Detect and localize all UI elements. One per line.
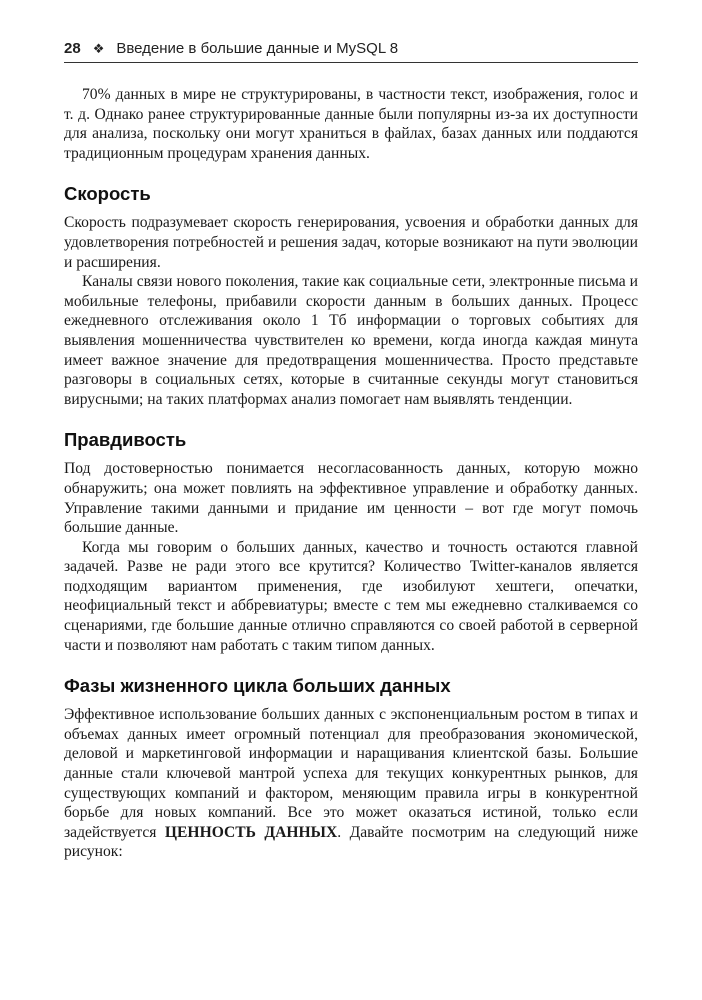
ornament-icon: ❖ [92,41,105,56]
intro-paragraph: 70% данных в мире не структурированы, в частности текст, изображения, голос и т. д. Однако ранее структурированные данные были популярны из-за их доступности для анализа, поскольку они могут храниться в файлах, базах данных или поддаются традиционным процедурам хранения данных. [64,86,638,162]
lifecycle-text-before: Эффективное использование больших данных с экспоненциальным ростом в типах и объемах данных имеет огромный потенциал для преобразования экономической, деловой и маркетинговой информации и наращивания клиентской базы. Большие данные стали ключевой мантрой успеха для текущих конкурентных рынков, для существующих компаний и фактором, меняющим правила игры в конкурентной борьбе для новых компаний. Все это может оказаться истиной, только если задействуется [64,706,638,841]
lifecycle-heading: Фазы жизненного цикла больших данных [64,675,451,697]
running-header [64,40,638,63]
velocity-paragraph-2: Каналы связи нового поколения, такие как социальные сети, электронные письма и мобильные телефоны, прибавили скорости данным в больших данных. Процесс ежедневного отслеживания около 1 Тб информации о торговых событиях для выявления мошенничества чувствителен ко времени, когда иногда каждая минута имеет важное значение для предотвращения мошенничества. Просто представьте разговоры в социальных сетях, которые в считанные секунды могут становиться вирусными; на таких платформах анализ помогает нам выявлять тенденции. [64,273,638,408]
lifecycle-paragraph [64,705,638,862]
lifecycle-text-after: . Давайте посмотрим на следующий ниже рисунок: [64,823,638,861]
page-number: 28 [64,40,81,57]
velocity-paragraph-1: Скорость подразумевает скорость генерирования, усвоения и обработки данных для удовлетворения потребностей и решения задач, которые возникают на пути эволюции и расширения. [64,214,638,271]
data-value-emphasis: ЦЕННОСТЬ ДАННЫХ [164,823,338,841]
book-page [64,40,638,862]
veracity-paragraph-2: Когда мы говорим о больших данных, качество и точность остаются главной задачей. Разве не ради этого все крутится? Количество Twitter-каналов является подходящим вариантом применения, где изобилуют хештеги, опечатки, неофициальный текст и аббревиатуры; вместе с тем мы ежедневно сталкиваемся со сценариями, где большие данные отлично справляются со своей работой в серверной части и позволяют нам работать с таким типом данных. [64,538,638,654]
veracity-heading: Правдивость [64,429,187,451]
chapter-title: Введение в большие данные и MySQL 8 [116,40,399,57]
veracity-paragraph-1: Под достоверностью понимается несогласованность данных, которую можно обнаружить; она может повлиять на эффективное управление и обработку данных. Управление такими данными и придание им ценности – вот где могут помочь большие данные. [64,460,638,537]
velocity-heading: Скорость [64,183,151,205]
